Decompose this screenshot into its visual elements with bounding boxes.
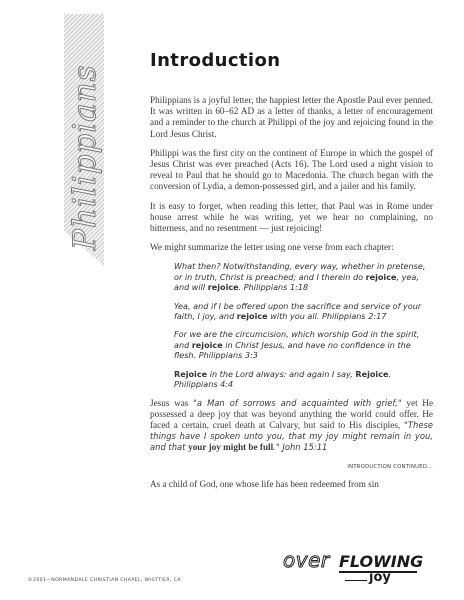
paragraph-1: Philippians is a joyful letter, the happiest letter the Apostle Paul ever penned. It was written in 60–62 AD as a letter of thanks, a letter of encouragement and a reminder to the church at Philippi of the joy and rejoicing found in the Lord Jesus Christ.: [150, 95, 433, 139]
paragraph-2: Philippi was the first city on the continent of Europe in which the gospel of Jesus Christ was ever preached (Acts 16). The Lord used a night vision to reveal to Paul that he should go to Macedonia. The church began with the conversion of Lydia, a demon-possessed girl, and a jailer and his family.: [150, 147, 433, 192]
banner-title: Philippians: [67, 64, 103, 250]
paragraph-last: As a child of God, one whose life has been redeemed from sin: [150, 478, 379, 489]
verse-quotes: [174, 261, 433, 389]
paragraph-3: It is easy to forget, when reading this letter, that Paul was in Rome under house arrest while he was writing, yet we hear no complaining, no bitterness, and no resentment — just rejoicing!: [150, 200, 433, 234]
logo-flowing: FLOWING: [339, 552, 424, 571]
copyright-footer: ©2001—NORMANDALE CHRISTIAN CHAPEL, WHITTIER, CA: [28, 578, 181, 583]
overflowing-joy-logo: [283, 544, 433, 592]
continued-note: INTRODUCTION CONTINUED...: [347, 463, 433, 470]
verse-quote-4: Rejoice in the Lord always: and again I say, Rejoice. Philippians 4:4: [174, 368, 392, 390]
body-text: [150, 95, 433, 498]
paragraph-4: We might summarize the letter using one verse from each chapter:: [150, 242, 394, 253]
logo-rule-small: [345, 580, 367, 581]
verse-quote-2: Yea, and if I be offered upon the sacrifice and service of your faith, I joy, and rejoice with you all. Philippians 2:17: [174, 300, 422, 322]
paragraph-jesus: Jesus was "a Man of sorrows and acquainted with grief," yet He possessed a deep joy that was beyond anything the world could offer. He faced a certain, cruel death at Calvary, but said to His disciples, "These things have I spoken unto you, that my joy might remain in you, and that your joy might be full." John 15:11: [150, 397, 434, 453]
logo-over: over: [283, 548, 330, 572]
logo-joy: joy: [369, 570, 391, 585]
verse-quote-1: What then? Notwithstanding, every way, whether in pretense, or in truth, Christ is preached; and I therein do rejoice, yea, and will rejoice. Philippians 1:18: [174, 261, 426, 293]
verse-quote-3: For we are the circumcision, which worship God in the spirit, and rejoice in Christ Jesus, and have no confidence in the flesh. Philippians 3:3: [174, 329, 420, 361]
page-title: Introduction: [150, 50, 281, 71]
